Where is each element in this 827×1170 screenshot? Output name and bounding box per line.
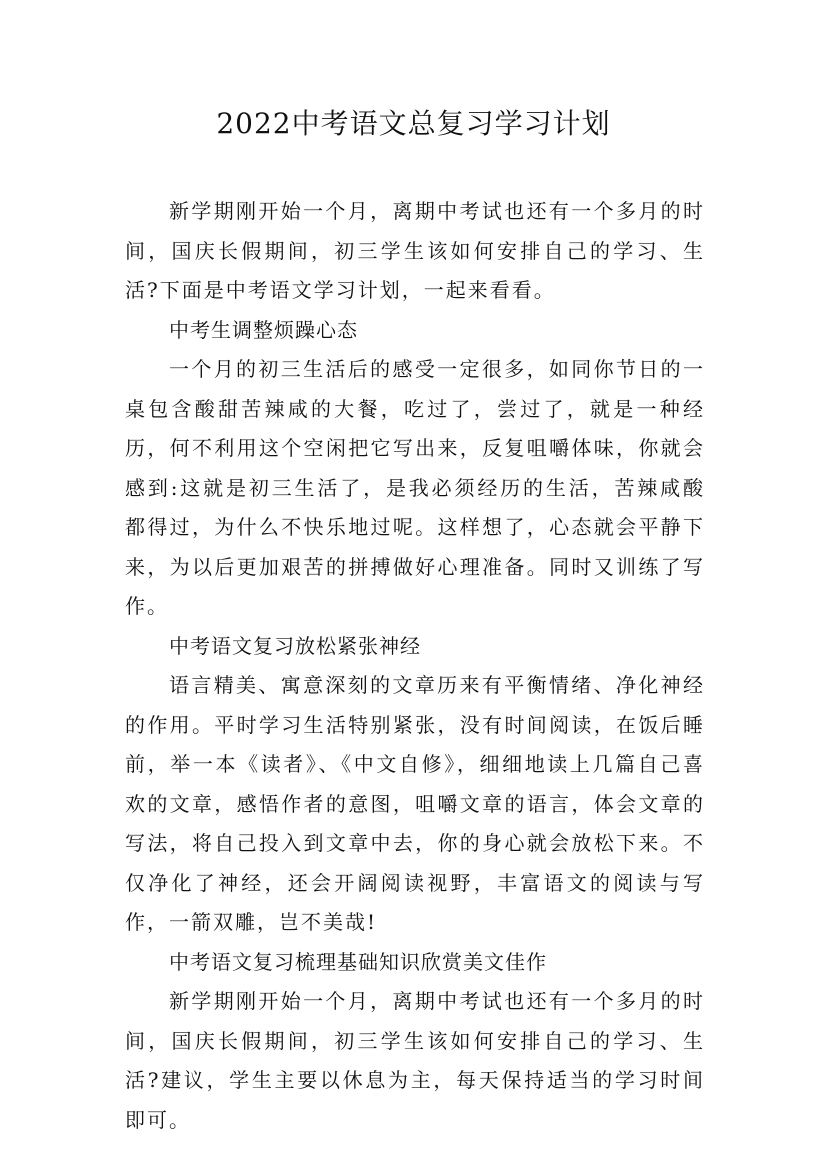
section-heading-relax: 中考语文复习放松紧张神经 <box>169 633 421 658</box>
document-body <box>125 192 705 1140</box>
section-heading-basics: 中考语文复习梳理基础知识欣赏美文佳作 <box>169 949 547 974</box>
basics-paragraph: 新学期刚开始一个月，离期中考试也还有一个多月的时间，国庆长假期间，初三学生该如何安排自己的学习、生活?建议，学生主要以休息为主，每天保持适当的学习时间即可。 <box>125 989 705 1132</box>
intro-paragraph: 新学期刚开始一个月，离期中考试也还有一个多月的时间，国庆长假期间，初三学生该如何安排自己的学习、生活?下面是中考语文学习计划，一起来看看。 <box>125 199 705 302</box>
document-title: 2022中考语文总复习学习计划 <box>216 107 611 140</box>
relax-paragraph: 语言精美、寓意深刻的文章历来有平衡情绪、净化神经的作用。平时学习生活特别紧张，没有时间阅读，在饭后睡前，举一本《读者》、《中文自修》，细细地读上几篇自己喜欢的文章，感悟作者的意图，咀嚼文章的语言，体会文章的写法，将自己投入到文章中去，你的身心就会放松下来。不仅净化了神经，还会开阔阅读视野，丰富语文的阅读与写作，一箭双雕，岂不美哉! <box>125 673 705 934</box>
section-heading-mindset: 中考生调整烦躁心态 <box>169 317 358 342</box>
mindset-paragraph: 一个月的初三生活后的感受一定很多，如同你节日的一桌包含酸甜苦辣咸的大餐，吃过了，尝过了，就是一种经历，何不利用这个空闲把它写出来，反复咀嚼体味，你就会感到:这就是初三生活了，是我必须经历的生活，苦辣咸酸都得过，为什么不快乐地过呢。这样想了，心态就会平静下来，为以后更加艰苦的拼搏做好心理准备。同时又训练了写作。 <box>125 357 705 618</box>
